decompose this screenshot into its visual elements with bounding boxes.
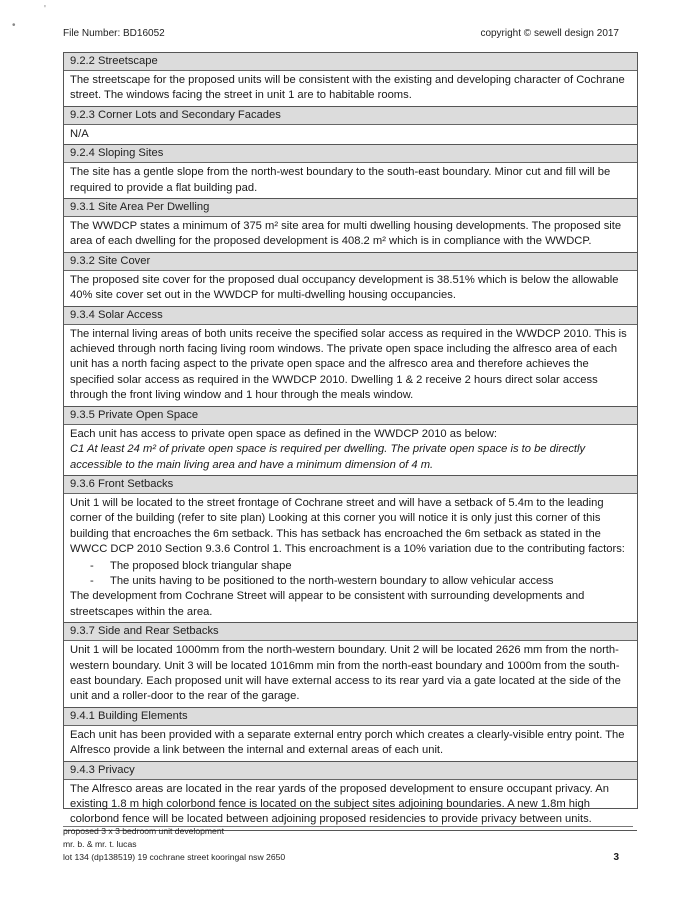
- factor-list: [90, 559, 631, 590]
- list-item: - The proposed block triangular shape: [90, 559, 631, 574]
- section-heading: 9.2.2 Streetscape: [64, 53, 637, 71]
- footer-client: mr. b. & mr. t. lucas: [63, 839, 137, 849]
- section-heading: 9.2.3 Corner Lots and Secondary Facades: [64, 107, 637, 125]
- section-heading: 9.2.4 Sloping Sites: [64, 145, 637, 163]
- control-quote: C1 At least 24 m² of private open space is required per dwelling. The private open space is to be directly accessible to the main living area and have a minimum dimension of 4 m.: [70, 443, 586, 471]
- footer-address: lot 134 (dp138519) 19 cochrane street kooringal nsw 2650: [63, 852, 286, 862]
- list-item: - The units having to be positioned to the north-western boundary to allow vehicular access: [90, 574, 631, 589]
- section-heading: 9.4.1 Building Elements: [64, 708, 637, 726]
- file-number: File Number: BD16052: [63, 28, 165, 39]
- section-heading: 9.3.4 Solar Access: [64, 307, 637, 325]
- section-body-after: The development from Cochrane Street will appear to be consistent with surrounding developments and streetscapes within the area.: [70, 590, 585, 618]
- section-heading: 9.3.6 Front Setbacks: [64, 476, 637, 494]
- section-heading: 9.3.7 Side and Rear Setbacks: [64, 623, 637, 641]
- section-body: The streetscape for the proposed units will be consistent with the existing and developing character of Cochrane street. The windows facing the street in unit 1 are to habitable rooms.: [70, 74, 625, 102]
- section-heading: 9.3.2 Site Cover: [64, 253, 637, 271]
- page-number: 3: [613, 852, 619, 863]
- section-heading: 9.3.5 Private Open Space: [64, 407, 637, 425]
- section-site-cover: [64, 252, 637, 306]
- section-body: The site has a gentle slope from the north-west boundary to the south-east boundary. Minor cut and fill will be required to provide a flat building pad.: [70, 166, 611, 194]
- section-body: The proposed site cover for the proposed dual occupancy development is 38.51% which is below the allowable 40% site cover set out in the WWDCP for multi-dwelling housing occupancies.: [70, 273, 619, 302]
- section-site-area: [64, 198, 637, 252]
- scan-speck: ': [44, 4, 46, 15]
- section-private-open-space: [64, 406, 637, 475]
- section-streetscape: [64, 53, 637, 106]
- section-heading: 9.3.1 Site Area Per Dwelling: [64, 199, 637, 217]
- section-solar-access: [64, 306, 637, 406]
- section-body: The internal living areas of both units receive the specified solar access as required in the WWDCP 2010. This is achieved through north facing living room windows. The private open space including the alfresco area of each unit has a north facing aspect to the private open space and the alfresco area and therefore achieves the specified solar access as required in the WWDCP 2010. Dwelling 1 & 2 receive 2 hours direct solar access through the front living window and 1 hour through the meals window.: [70, 327, 627, 402]
- section-body: The Alfresco areas are located in the rear yards of the proposed development to ensure occupant privacy. An existing 1.8 m high colorbond fence is located on the subject sites adjoining boundaries. A new 1.8m high colorbond fence will be located between adjoining proposed residencies to provide privacy between units.: [70, 782, 609, 826]
- footer-project: proposed 3 x 3 bedroom unit development: [63, 826, 224, 836]
- section-body: Each unit has access to private open space as defined in the WWDCP 2010 as below:: [70, 427, 498, 440]
- section-body: Unit 1 will be located 1000mm from the north-western boundary. Unit 2 will be located 2626 mm from the north-western boundary. Unit 3 will be located 1016mm min from the north-east boundary and 1000m from the south-east boundary. Each proposed unit will have external access to its rear yard via a gate located at the side of the unit and a roller-door to the rear of the garage.: [70, 644, 621, 703]
- scan-speck: •: [12, 20, 16, 31]
- section-body: The WWDCP states a minimum of 375 m² site area for multi dwelling housing developments. The proposed site area of each dwelling for the proposed development is 408.2 m² which is in compliance with the WWDCP.: [70, 220, 622, 248]
- section-side-rear-setbacks: [64, 622, 637, 707]
- section-building-elements: [64, 707, 637, 761]
- section-body: Each unit has been provided with a separate external entry porch which creates a clearly-visible entry point. The Alfresco provide a link between the internal and external areas of each unit.: [70, 728, 625, 757]
- section-body: N/A: [70, 127, 89, 140]
- section-privacy: [64, 761, 637, 830]
- section-heading: 9.4.3 Privacy: [64, 762, 637, 780]
- section-corner-lots: [64, 106, 637, 144]
- section-front-setbacks: [64, 475, 637, 622]
- section-sloping-sites: [64, 144, 637, 198]
- section-body: Unit 1 will be located to the street frontage of Cochrane street and will have a setback of 5.4m to the leading corner of the building (refer to site plan) Looking at this corner you will notice it is only just this corner of this building that encroaches the 6m setback. This has setback has encroached the 6m setback as stated in the WWCC DCP 2010 Section 9.3.6 Control 1. This encroachment is a 10% variation due to the contributing factors:: [70, 496, 625, 556]
- compliance-table: [63, 52, 638, 826]
- copyright-notice: copyright © sewell design 2017: [480, 28, 619, 39]
